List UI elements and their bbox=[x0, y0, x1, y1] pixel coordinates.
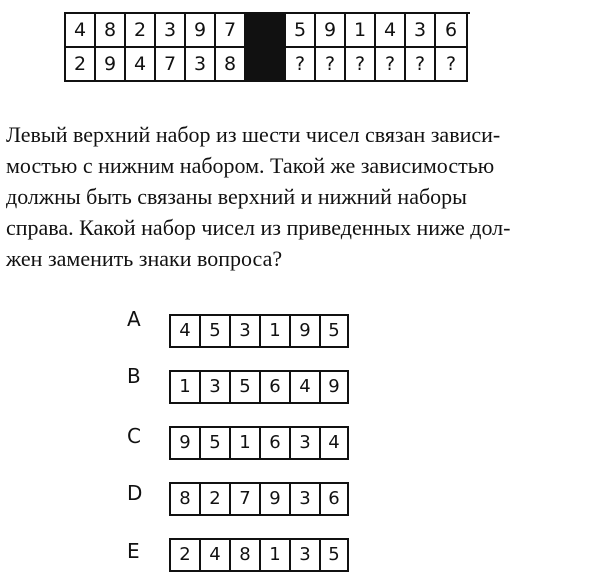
option-row bbox=[169, 314, 349, 348]
option-cell: 5 bbox=[201, 428, 231, 460]
option-cell: 1 bbox=[171, 372, 201, 404]
puzzle-cell: 4 bbox=[376, 14, 406, 48]
option-cell: 3 bbox=[291, 484, 321, 516]
option-cell: 3 bbox=[201, 372, 231, 404]
puzzle-cell: ? bbox=[376, 48, 406, 82]
option-cell: 9 bbox=[171, 428, 201, 460]
option-cell: 3 bbox=[291, 540, 321, 572]
option-row bbox=[169, 370, 349, 404]
option-cell: 1 bbox=[261, 316, 291, 348]
puzzle-divider-block bbox=[246, 14, 286, 48]
option-letter: B bbox=[127, 364, 141, 388]
option-cell: 9 bbox=[291, 316, 321, 348]
option-cell: 7 bbox=[231, 484, 261, 516]
option-cell: 5 bbox=[231, 372, 261, 404]
puzzle-cell: 2 bbox=[66, 48, 96, 82]
question-line: жен заменить знаки вопроса? bbox=[6, 246, 283, 271]
puzzle-divider-block bbox=[246, 48, 286, 82]
puzzle-cell: 8 bbox=[96, 14, 126, 48]
option-letter: C bbox=[127, 424, 141, 448]
question-line: Левый верхний набор из шести чисел связан зависи- bbox=[6, 122, 501, 147]
option-letter: D bbox=[127, 481, 143, 505]
puzzle-cell: ? bbox=[406, 48, 436, 82]
puzzle-cell: 7 bbox=[156, 48, 186, 82]
option-cell: 5 bbox=[201, 316, 231, 348]
option-cell: 8 bbox=[231, 540, 261, 572]
option-cell: 2 bbox=[201, 484, 231, 516]
option-cell: 4 bbox=[201, 540, 231, 572]
option-cell: 6 bbox=[261, 372, 291, 404]
option-cell: 9 bbox=[321, 372, 349, 404]
option-cell: 4 bbox=[291, 372, 321, 404]
puzzle-cell: 3 bbox=[186, 48, 216, 82]
puzzle-cell: 4 bbox=[66, 14, 96, 48]
puzzle-cell: 3 bbox=[406, 14, 436, 48]
puzzle-cell: 7 bbox=[216, 14, 246, 48]
question-line: справа. Какой набор чисел из приведенных ниже дол- bbox=[6, 215, 511, 240]
option-cell: 6 bbox=[321, 484, 349, 516]
option-cell: 9 bbox=[261, 484, 291, 516]
puzzle-cell: ? bbox=[286, 48, 316, 82]
option-cell: 5 bbox=[321, 316, 349, 348]
puzzle-cell: 5 bbox=[286, 14, 316, 48]
option-cell: 3 bbox=[231, 316, 261, 348]
puzzle-cell: 2 bbox=[126, 14, 156, 48]
puzzle-cell: 6 bbox=[436, 14, 468, 48]
option-row bbox=[169, 538, 349, 572]
question-line: должны быть связаны верхний и нижний наборы bbox=[6, 184, 467, 209]
option-letter: E bbox=[127, 539, 140, 563]
puzzle-grid bbox=[64, 12, 470, 82]
puzzle-cell: 4 bbox=[126, 48, 156, 82]
puzzle-cell: 8 bbox=[216, 48, 246, 82]
option-row bbox=[169, 482, 349, 516]
option-cell: 1 bbox=[231, 428, 261, 460]
question-line: мостью с нижним набором. Такой же зависимостью bbox=[6, 153, 495, 178]
option-cell: 2 bbox=[171, 540, 201, 572]
option-cell: 4 bbox=[171, 316, 201, 348]
puzzle-cell: ? bbox=[436, 48, 468, 82]
puzzle-cell: 3 bbox=[156, 14, 186, 48]
puzzle-cell: 9 bbox=[316, 14, 346, 48]
option-cell: 6 bbox=[261, 428, 291, 460]
puzzle-cell: ? bbox=[346, 48, 376, 82]
option-letter: A bbox=[127, 307, 141, 331]
option-cell: 4 bbox=[321, 428, 349, 460]
question-text bbox=[6, 119, 566, 274]
option-cell: 1 bbox=[261, 540, 291, 572]
puzzle-cell: 9 bbox=[96, 48, 126, 82]
puzzle-cell: ? bbox=[316, 48, 346, 82]
option-cell: 5 bbox=[321, 540, 349, 572]
option-cell: 3 bbox=[291, 428, 321, 460]
option-row bbox=[169, 426, 349, 460]
puzzle-cell: 1 bbox=[346, 14, 376, 48]
puzzle-cell: 9 bbox=[186, 14, 216, 48]
option-cell: 8 bbox=[171, 484, 201, 516]
